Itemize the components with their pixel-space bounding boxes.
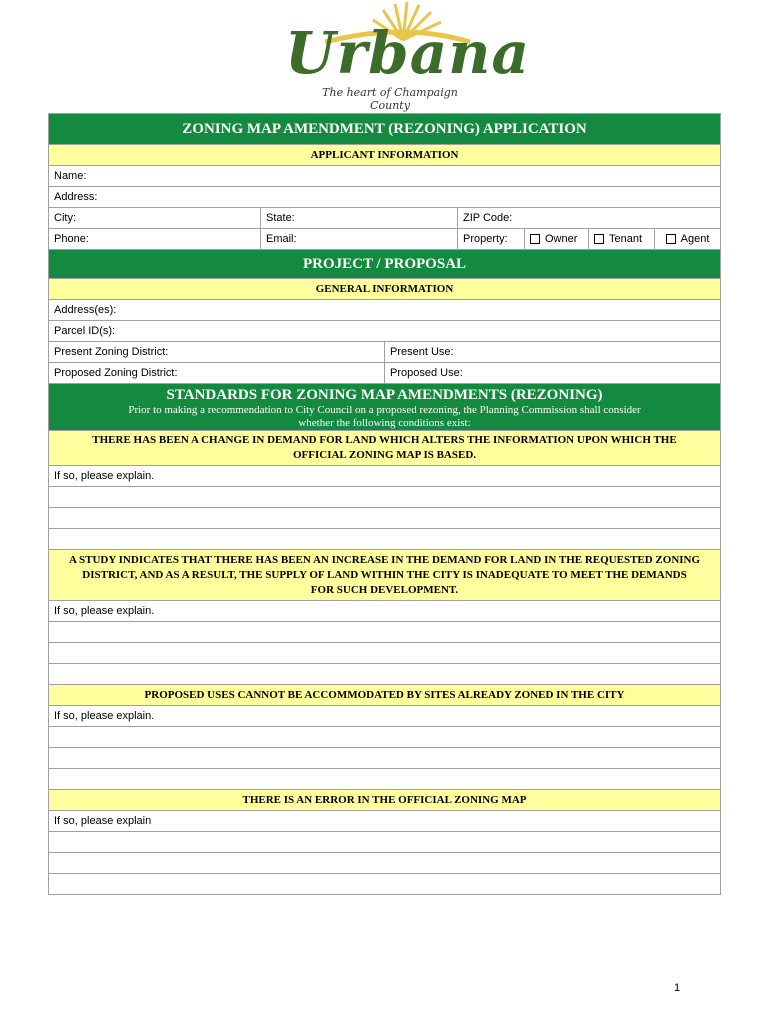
urbana-logo bbox=[285, 0, 531, 112]
address-row bbox=[48, 187, 721, 208]
standards-intro-line2: whether the following conditions exist: bbox=[298, 417, 471, 429]
owner-label: Owner bbox=[545, 233, 578, 245]
condition-1-line2: OFFICIAL ZONING MAP IS BASED. bbox=[292, 449, 477, 461]
condition-4-blank-row-2 bbox=[48, 853, 721, 874]
condition-4-explain-field[interactable]: If so, please explain bbox=[54, 815, 152, 827]
condition-2-heading bbox=[49, 550, 720, 600]
proposed-row bbox=[48, 363, 721, 384]
condition-1-blank-row-3 bbox=[48, 529, 721, 550]
condition-3-blank-line-3[interactable] bbox=[49, 769, 720, 789]
city-field[interactable]: City: bbox=[49, 208, 261, 228]
applicant-heading: APPLICANT INFORMATION bbox=[49, 145, 720, 165]
condition-3-explain-row bbox=[48, 706, 721, 727]
condition-1-explain-row bbox=[48, 466, 721, 487]
condition-4-explain-row bbox=[48, 811, 721, 832]
phone-row bbox=[48, 229, 721, 250]
general-info-row bbox=[48, 279, 721, 300]
condition-4-blank-row-3 bbox=[48, 874, 721, 895]
page-number: 1 bbox=[674, 982, 681, 994]
project-heading: PROJECT / PROPOSAL bbox=[49, 250, 720, 278]
proposed-zoning-field[interactable]: Proposed Zoning District: bbox=[49, 363, 385, 383]
owner-checkbox[interactable] bbox=[530, 234, 540, 244]
condition-1-explain-field[interactable]: If so, please explain. bbox=[54, 470, 155, 482]
phone-field[interactable]: Phone: bbox=[49, 229, 261, 249]
tenant-option[interactable] bbox=[589, 229, 655, 249]
condition-4-row bbox=[48, 790, 721, 811]
logo-script-text: Urbana bbox=[285, 19, 531, 87]
condition-3-blank-line-1[interactable] bbox=[49, 727, 720, 747]
present-zoning-field[interactable]: Present Zoning District: bbox=[49, 342, 385, 362]
standards-heading-row bbox=[48, 384, 721, 431]
applicant-heading-row bbox=[48, 145, 721, 166]
standards-heading-block bbox=[49, 384, 720, 430]
tenant-label: Tenant bbox=[609, 233, 643, 245]
condition-1-blank-row-1 bbox=[48, 487, 721, 508]
condition-3-blank-row-3 bbox=[48, 769, 721, 790]
condition-1-blank-line-2[interactable] bbox=[49, 508, 720, 528]
name-row bbox=[48, 166, 721, 187]
condition-2-blank-line-1[interactable] bbox=[49, 622, 720, 642]
standards-intro-line1: Prior to making a recommendation to City Council on a proposed rezoning, the Planning Commission shall consider bbox=[128, 404, 641, 416]
condition-4-heading: THERE IS AN ERROR IN THE OFFICIAL ZONING MAP bbox=[49, 790, 720, 810]
condition-2-line1: A STUDY INDICATES THAT THERE HAS BEEN AN INCREASE IN THE DEMAND FOR LAND IN THE REQUESTED ZONING bbox=[68, 553, 701, 566]
condition-3-explain-field[interactable]: If so, please explain. bbox=[54, 710, 155, 722]
condition-2-blank-row-1 bbox=[48, 622, 721, 643]
condition-1-blank-line-3[interactable] bbox=[49, 529, 720, 549]
present-use-field[interactable]: Present Use: bbox=[390, 346, 454, 358]
logo-tagline: The heart of Champaign County bbox=[322, 86, 458, 112]
condition-3-blank-row-2 bbox=[48, 748, 721, 769]
condition-4-blank-row-1 bbox=[48, 832, 721, 853]
proposed-use-field[interactable]: Proposed Use: bbox=[390, 367, 463, 379]
condition-2-explain-row bbox=[48, 601, 721, 622]
name-field[interactable]: Name: bbox=[54, 170, 87, 182]
condition-1-line1: THERE HAS BEEN A CHANGE IN DEMAND FOR LAND WHICH ALTERS THE INFORMATION UPON WHICH THE bbox=[92, 434, 677, 446]
application-form bbox=[48, 113, 721, 895]
condition-4-blank-line-2[interactable] bbox=[49, 853, 720, 873]
condition-3-heading: PROPOSED USES CANNOT BE ACCOMMODATED BY SITES ALREADY ZONED IN THE CITY bbox=[49, 685, 720, 705]
general-info-heading: GENERAL INFORMATION bbox=[49, 279, 720, 299]
present-row bbox=[48, 342, 721, 363]
state-field[interactable]: State: bbox=[261, 208, 458, 228]
tenant-checkbox[interactable] bbox=[594, 234, 604, 244]
condition-3-blank-line-2[interactable] bbox=[49, 748, 720, 768]
condition-4-blank-line-3[interactable] bbox=[49, 874, 720, 894]
city-row bbox=[48, 208, 721, 229]
condition-2-explain-field[interactable]: If so, please explain. bbox=[54, 605, 155, 617]
condition-2-line2: DISTRICT, AND AS A RESULT, THE SUPPLY OF LAND WITHIN THE CITY IS INADEQUATE TO MEET THE DEMANDS bbox=[82, 568, 687, 581]
condition-3-blank-row-1 bbox=[48, 727, 721, 748]
condition-1-blank-row-2 bbox=[48, 508, 721, 529]
owner-option[interactable] bbox=[525, 229, 589, 249]
standards-heading: STANDARDS FOR ZONING MAP AMENDMENTS (REZONING) bbox=[166, 387, 603, 403]
zip-field[interactable]: ZIP Code: bbox=[463, 212, 513, 224]
condition-2-blank-row-2 bbox=[48, 643, 721, 664]
title-row bbox=[48, 113, 721, 145]
agent-option[interactable] bbox=[655, 229, 720, 249]
condition-1-heading bbox=[49, 431, 720, 465]
condition-2-blank-line-3[interactable] bbox=[49, 664, 720, 684]
condition-2-row bbox=[48, 550, 721, 601]
condition-2-blank-line-2[interactable] bbox=[49, 643, 720, 663]
property-label: Property: bbox=[458, 229, 525, 249]
address-field[interactable]: Address: bbox=[54, 191, 98, 203]
parcel-id-field[interactable]: Parcel ID(s): bbox=[54, 325, 116, 337]
condition-3-row bbox=[48, 685, 721, 706]
condition-1-row bbox=[48, 431, 721, 466]
condition-2-line3: FOR SUCH DEVELOPMENT. bbox=[310, 583, 459, 596]
form-title: ZONING MAP AMENDMENT (REZONING) APPLICATION bbox=[49, 114, 720, 144]
condition-4-blank-line-1[interactable] bbox=[49, 832, 720, 852]
project-heading-row bbox=[48, 250, 721, 279]
addresses-row bbox=[48, 300, 721, 321]
agent-label: Agent bbox=[680, 233, 710, 245]
condition-1-blank-line-1[interactable] bbox=[49, 487, 720, 507]
project-addresses-field[interactable]: Address(es): bbox=[54, 304, 117, 316]
condition-2-blank-row-3 bbox=[48, 664, 721, 685]
agent-checkbox[interactable] bbox=[666, 234, 676, 244]
email-field[interactable]: Email: bbox=[261, 229, 458, 249]
parcel-row bbox=[48, 321, 721, 342]
